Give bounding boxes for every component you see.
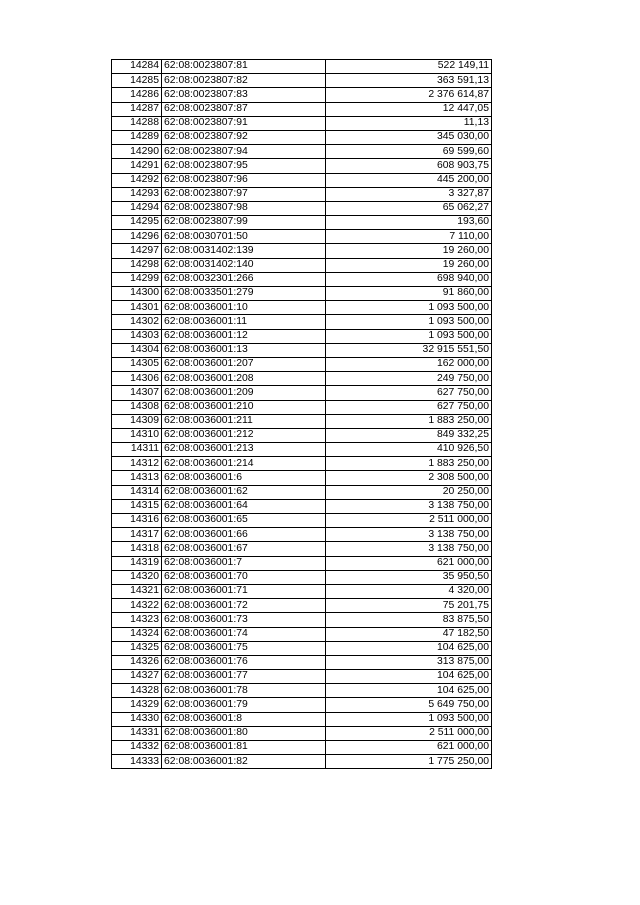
row-number-cell: 14332 (112, 741, 162, 755)
row-number-cell: 14328 (112, 684, 162, 698)
cadastral-value-cell: 363 591,13 (326, 74, 492, 88)
cadastral-number-cell: 62:08:0036001:10 (162, 301, 326, 315)
cadastral-value-cell: 104 625,00 (326, 684, 492, 698)
cadastral-number-cell: 62:08:0023807:94 (162, 145, 326, 159)
table-row (112, 173, 492, 187)
cadastral-value-cell: 193,60 (326, 216, 492, 230)
row-number-cell: 14324 (112, 627, 162, 641)
row-number-cell: 14299 (112, 272, 162, 286)
cadastral-value-cell: 410 926,50 (326, 443, 492, 457)
cadastral-value-cell: 608 903,75 (326, 159, 492, 173)
cadastral-number-cell: 62:08:0036001:71 (162, 584, 326, 598)
cadastral-value-cell: 47 182,50 (326, 627, 492, 641)
table-row (112, 343, 492, 357)
cadastral-value-cell: 313 875,00 (326, 655, 492, 669)
row-number-cell: 14298 (112, 258, 162, 272)
cadastral-number-cell: 62:08:0036001:213 (162, 443, 326, 457)
cadastral-number-cell: 62:08:0036001:77 (162, 670, 326, 684)
table-row (112, 287, 492, 301)
table-row (112, 457, 492, 471)
cadastral-value-cell: 1 883 250,00 (326, 457, 492, 471)
cadastral-number-cell: 62:08:0036001:211 (162, 414, 326, 428)
cadastral-value-cell: 621 000,00 (326, 741, 492, 755)
cadastral-value-cell: 65 062,27 (326, 201, 492, 215)
cadastral-value-cell: 20 250,00 (326, 485, 492, 499)
cadastral-value-table (111, 59, 492, 769)
row-number-cell: 14308 (112, 400, 162, 414)
cadastral-value-cell: 2 376 614,87 (326, 88, 492, 102)
row-number-cell: 14306 (112, 372, 162, 386)
table-row (112, 584, 492, 598)
cadastral-value-cell: 1 775 250,00 (326, 755, 492, 769)
table-row (112, 230, 492, 244)
row-number-cell: 14303 (112, 329, 162, 343)
table-row (112, 755, 492, 769)
cadastral-number-cell: 62:08:0023807:87 (162, 102, 326, 116)
cadastral-number-cell: 62:08:0023807:97 (162, 187, 326, 201)
row-number-cell: 14330 (112, 712, 162, 726)
row-number-cell: 14292 (112, 173, 162, 187)
table-row (112, 386, 492, 400)
cadastral-value-cell: 19 260,00 (326, 244, 492, 258)
table-row (112, 244, 492, 258)
table-row (112, 542, 492, 556)
row-number-cell: 14333 (112, 755, 162, 769)
table-row (112, 329, 492, 343)
table-row (112, 443, 492, 457)
cadastral-number-cell: 62:08:0036001:78 (162, 684, 326, 698)
table-row (112, 471, 492, 485)
cadastral-value-cell: 3 138 750,00 (326, 542, 492, 556)
cadastral-value-cell: 12 447,05 (326, 102, 492, 116)
cadastral-number-cell: 62:08:0036001:67 (162, 542, 326, 556)
row-number-cell: 14286 (112, 88, 162, 102)
table-row (112, 528, 492, 542)
row-number-cell: 14301 (112, 301, 162, 315)
table-row (112, 258, 492, 272)
cadastral-number-cell: 62:08:0033501:279 (162, 287, 326, 301)
row-number-cell: 14295 (112, 216, 162, 230)
row-number-cell: 14327 (112, 670, 162, 684)
cadastral-value-cell: 7 110,00 (326, 230, 492, 244)
cadastral-value-cell: 75 201,75 (326, 599, 492, 613)
cadastral-number-cell: 62:08:0036001:13 (162, 343, 326, 357)
table-row (112, 272, 492, 286)
row-number-cell: 14309 (112, 414, 162, 428)
row-number-cell: 14294 (112, 201, 162, 215)
cadastral-number-cell: 62:08:0036001:6 (162, 471, 326, 485)
table-row (112, 428, 492, 442)
row-number-cell: 14302 (112, 315, 162, 329)
cadastral-number-cell: 62:08:0036001:70 (162, 570, 326, 584)
cadastral-number-cell: 62:08:0036001:74 (162, 627, 326, 641)
table-row (112, 400, 492, 414)
row-number-cell: 14297 (112, 244, 162, 258)
cadastral-number-cell: 62:08:0023807:82 (162, 74, 326, 88)
row-number-cell: 14321 (112, 584, 162, 598)
cadastral-value-cell: 1 093 500,00 (326, 301, 492, 315)
row-number-cell: 14331 (112, 726, 162, 740)
cadastral-number-cell: 62:08:0023807:81 (162, 60, 326, 74)
cadastral-value-cell: 249 750,00 (326, 372, 492, 386)
cadastral-number-cell: 62:08:0023807:96 (162, 173, 326, 187)
row-number-cell: 14313 (112, 471, 162, 485)
table-row (112, 187, 492, 201)
row-number-cell: 14293 (112, 187, 162, 201)
cadastral-number-cell: 62:08:0036001:210 (162, 400, 326, 414)
row-number-cell: 14315 (112, 499, 162, 513)
table-row (112, 159, 492, 173)
cadastral-value-cell: 522 149,11 (326, 60, 492, 74)
table-row (112, 414, 492, 428)
row-number-cell: 14300 (112, 287, 162, 301)
cadastral-number-cell: 62:08:0036001:7 (162, 556, 326, 570)
cadastral-number-cell: 62:08:0036001:212 (162, 428, 326, 442)
row-number-cell: 14287 (112, 102, 162, 116)
table-row (112, 116, 492, 130)
cadastral-value-cell: 698 940,00 (326, 272, 492, 286)
cadastral-value-cell: 445 200,00 (326, 173, 492, 187)
table-row (112, 641, 492, 655)
cadastral-number-cell: 62:08:0036001:76 (162, 655, 326, 669)
document-page (111, 59, 491, 769)
table-row (112, 74, 492, 88)
cadastral-value-cell: 32 915 551,50 (326, 343, 492, 357)
table-row (112, 726, 492, 740)
row-number-cell: 14284 (112, 60, 162, 74)
table-row (112, 357, 492, 371)
cadastral-number-cell: 62:08:0036001:8 (162, 712, 326, 726)
cadastral-number-cell: 62:08:0036001:73 (162, 613, 326, 627)
cadastral-value-cell: 2 308 500,00 (326, 471, 492, 485)
cadastral-number-cell: 62:08:0036001:62 (162, 485, 326, 499)
row-number-cell: 14288 (112, 116, 162, 130)
table-row (112, 130, 492, 144)
cadastral-value-cell: 69 599,60 (326, 145, 492, 159)
row-number-cell: 14289 (112, 130, 162, 144)
cadastral-value-cell: 3 138 750,00 (326, 499, 492, 513)
cadastral-value-cell: 345 030,00 (326, 130, 492, 144)
row-number-cell: 14285 (112, 74, 162, 88)
cadastral-number-cell: 62:08:0023807:91 (162, 116, 326, 130)
row-number-cell: 14319 (112, 556, 162, 570)
cadastral-number-cell: 62:08:0036001:82 (162, 755, 326, 769)
row-number-cell: 14305 (112, 357, 162, 371)
row-number-cell: 14325 (112, 641, 162, 655)
table-row (112, 514, 492, 528)
row-number-cell: 14291 (112, 159, 162, 173)
cadastral-value-cell: 627 750,00 (326, 386, 492, 400)
row-number-cell: 14296 (112, 230, 162, 244)
cadastral-number-cell: 62:08:0023807:99 (162, 216, 326, 230)
cadastral-value-cell: 19 260,00 (326, 258, 492, 272)
row-number-cell: 14329 (112, 698, 162, 712)
cadastral-value-cell: 621 000,00 (326, 556, 492, 570)
table-row (112, 315, 492, 329)
cadastral-value-cell: 849 332,25 (326, 428, 492, 442)
cadastral-value-cell: 1 093 500,00 (326, 712, 492, 726)
cadastral-number-cell: 62:08:0036001:65 (162, 514, 326, 528)
cadastral-number-cell: 62:08:0023807:92 (162, 130, 326, 144)
table-row (112, 301, 492, 315)
cadastral-number-cell: 62:08:0031402:140 (162, 258, 326, 272)
row-number-cell: 14318 (112, 542, 162, 556)
cadastral-number-cell: 62:08:0036001:11 (162, 315, 326, 329)
table-row (112, 60, 492, 74)
row-number-cell: 14310 (112, 428, 162, 442)
cadastral-number-cell: 62:08:0032301:266 (162, 272, 326, 286)
cadastral-value-cell: 1 093 500,00 (326, 329, 492, 343)
row-number-cell: 14314 (112, 485, 162, 499)
cadastral-number-cell: 62:08:0036001:12 (162, 329, 326, 343)
cadastral-value-cell: 1 883 250,00 (326, 414, 492, 428)
table-row (112, 684, 492, 698)
row-number-cell: 14322 (112, 599, 162, 613)
table-row (112, 145, 492, 159)
table-row (112, 698, 492, 712)
cadastral-value-cell: 2 511 000,00 (326, 514, 492, 528)
table-row (112, 670, 492, 684)
cadastral-value-cell: 35 950,50 (326, 570, 492, 584)
cadastral-value-cell: 11,13 (326, 116, 492, 130)
row-number-cell: 14307 (112, 386, 162, 400)
cadastral-number-cell: 62:08:0036001:66 (162, 528, 326, 542)
cadastral-number-cell: 62:08:0036001:207 (162, 357, 326, 371)
cadastral-value-cell: 1 093 500,00 (326, 315, 492, 329)
table-row (112, 201, 492, 215)
row-number-cell: 14323 (112, 613, 162, 627)
cadastral-number-cell: 62:08:0023807:95 (162, 159, 326, 173)
table-row (112, 627, 492, 641)
cadastral-number-cell: 62:08:0036001:64 (162, 499, 326, 513)
cadastral-value-cell: 2 511 000,00 (326, 726, 492, 740)
row-number-cell: 14312 (112, 457, 162, 471)
cadastral-number-cell: 62:08:0030701:50 (162, 230, 326, 244)
table-row (112, 655, 492, 669)
row-number-cell: 14326 (112, 655, 162, 669)
row-number-cell: 14320 (112, 570, 162, 584)
cadastral-value-cell: 104 625,00 (326, 641, 492, 655)
cadastral-number-cell: 62:08:0036001:214 (162, 457, 326, 471)
row-number-cell: 14316 (112, 514, 162, 528)
cadastral-value-cell: 162 000,00 (326, 357, 492, 371)
table-row (112, 741, 492, 755)
row-number-cell: 14304 (112, 343, 162, 357)
table-row (112, 485, 492, 499)
table-row (112, 599, 492, 613)
cadastral-number-cell: 62:08:0036001:81 (162, 741, 326, 755)
cadastral-number-cell: 62:08:0031402:139 (162, 244, 326, 258)
cadastral-number-cell: 62:08:0036001:209 (162, 386, 326, 400)
table-row (112, 556, 492, 570)
cadastral-value-cell: 5 649 750,00 (326, 698, 492, 712)
cadastral-number-cell: 62:08:0023807:98 (162, 201, 326, 215)
table-row (112, 102, 492, 116)
table-row (112, 499, 492, 513)
cadastral-number-cell: 62:08:0036001:80 (162, 726, 326, 740)
cadastral-number-cell: 62:08:0036001:79 (162, 698, 326, 712)
row-number-cell: 14290 (112, 145, 162, 159)
cadastral-value-cell: 91 860,00 (326, 287, 492, 301)
table-row (112, 570, 492, 584)
table-row (112, 88, 492, 102)
cadastral-number-cell: 62:08:0023807:83 (162, 88, 326, 102)
row-number-cell: 14317 (112, 528, 162, 542)
table-row (112, 712, 492, 726)
table-row (112, 372, 492, 386)
cadastral-number-cell: 62:08:0036001:72 (162, 599, 326, 613)
cadastral-value-cell: 3 138 750,00 (326, 528, 492, 542)
cadastral-value-cell: 627 750,00 (326, 400, 492, 414)
row-number-cell: 14311 (112, 443, 162, 457)
table-body (112, 60, 492, 769)
cadastral-number-cell: 62:08:0036001:75 (162, 641, 326, 655)
cadastral-value-cell: 104 625,00 (326, 670, 492, 684)
cadastral-value-cell: 3 327,87 (326, 187, 492, 201)
cadastral-value-cell: 4 320,00 (326, 584, 492, 598)
cadastral-number-cell: 62:08:0036001:208 (162, 372, 326, 386)
table-row (112, 613, 492, 627)
table-row (112, 216, 492, 230)
cadastral-value-cell: 83 875,50 (326, 613, 492, 627)
